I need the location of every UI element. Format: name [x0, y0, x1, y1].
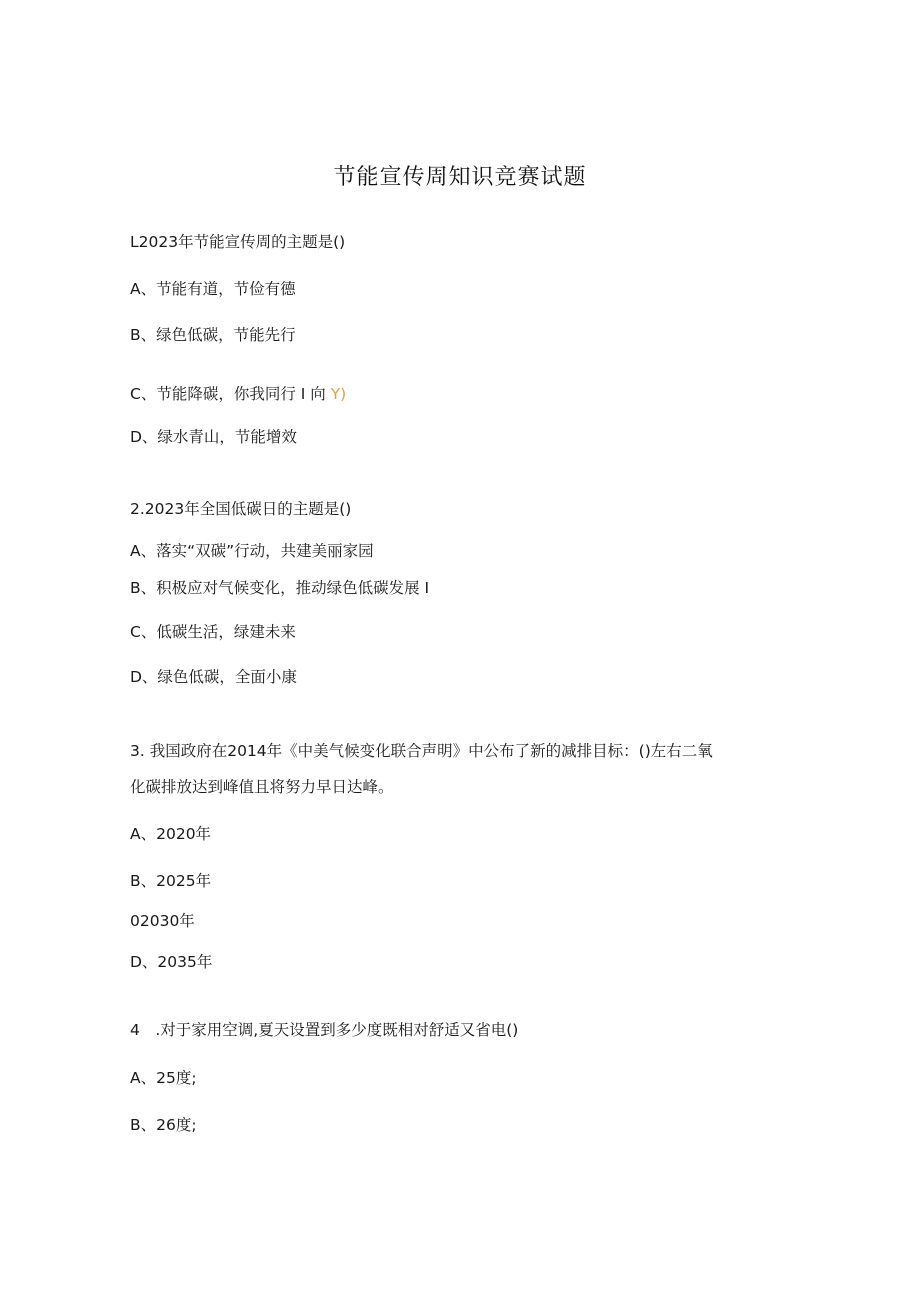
- page-title: 节能宣传周知识竞赛试题: [333, 165, 587, 190]
- question-1-text: L2023年节能宣传周的主题是(): [130, 233, 346, 251]
- question-2-option-c: C、低碳生活，绿建未来: [130, 623, 296, 641]
- question-1-option-c: [130, 384, 346, 404]
- question-3-option-b: B、2025年: [130, 872, 212, 890]
- question-4-option-b: B、26度;: [130, 1116, 197, 1134]
- question-4-text: 4 .对于家用空调,夏天设置到多少度既相对舒适又省电(): [130, 1021, 519, 1039]
- question-2-option-b: B、积极应对气候变化，推动绿色低碳发展 I: [130, 579, 430, 597]
- question-1-option-c-text: C、节能降碳，你我同行 I 向: [130, 385, 326, 403]
- question-3-option-d: D、2035年: [130, 953, 213, 971]
- question-1-option-c-annotation: Y): [330, 385, 347, 403]
- question-2-option-d: D、绿色低碳，全面小康: [130, 668, 297, 686]
- question-1-option-b: B、绿色低碳，节能先行: [130, 326, 296, 344]
- question-3-option-a: A、2020年: [130, 825, 212, 843]
- question-2-text: 2.2023年全国低碳日的主题是(): [130, 500, 352, 518]
- question-3-option-c: 02030年: [130, 912, 195, 930]
- question-2-option-a: A、落实“双碳”行动，共建美丽家园: [130, 542, 374, 560]
- question-1-option-a: A、节能有道，节俭有德: [130, 280, 296, 298]
- question-3-text-line-1: 3. 我国政府在2014年《中美气候变化联合声明》中公布了新的减排目标：()左右二氧: [130, 742, 713, 760]
- question-3-text-line-2: 化碳排放达到峰值且将努力早日达峰。: [130, 778, 394, 796]
- question-1-option-d: D、绿水青山，节能增效: [130, 428, 297, 446]
- question-4-option-a: A、25度;: [130, 1069, 197, 1087]
